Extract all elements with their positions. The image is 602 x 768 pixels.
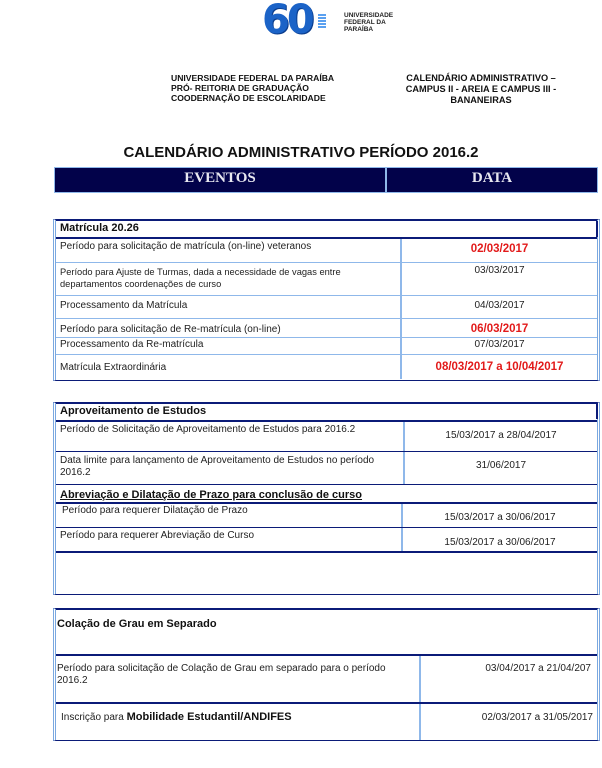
border-line — [56, 219, 597, 221]
row-divider — [56, 451, 597, 452]
event-date: 02/03/2017 a 31/05/2017 — [481, 712, 593, 723]
row-divider — [56, 354, 597, 355]
logo-university-name: UNIVERSIDADE FEDERAL DA PARAÍBA — [344, 12, 394, 33]
calendar-line: CAMPUS II - AREIA E CAMPUS III - — [405, 84, 557, 94]
border-line — [596, 221, 598, 237]
row-divider — [56, 262, 597, 263]
row-divider — [56, 484, 597, 485]
event-label: Período para requerer Dilatação de Prazo — [62, 505, 248, 516]
event-label: Período para solicitação de Colação de Grau em separado para o período 2016.2 — [57, 663, 386, 686]
section-title: Matrícula 20.26 — [60, 222, 139, 234]
event-label: Processamento da Re-matrícula — [60, 339, 204, 350]
institution-line: COODERNAÇÃO DE ESCOLARIDADE — [171, 93, 326, 103]
row-divider — [56, 337, 597, 338]
event-label: Matrícula Extraordinária — [60, 362, 167, 373]
row-divider — [56, 318, 597, 319]
border-line — [596, 403, 598, 419]
row-divider — [56, 295, 597, 296]
event-label: Período de Solicitação de Aproveitamento de Estudos para 2016.2 — [60, 424, 356, 435]
event-date: 31/06/2017 — [475, 460, 527, 471]
event-date: 15/03/2017 a 28/04/2017 — [445, 430, 557, 441]
event-label-emphasis: Mobilidade Estudantil/ANDIFES — [126, 711, 292, 723]
event-date: 15/03/2017 a 30/06/2017 — [444, 537, 556, 548]
event-date: 15/03/2017 a 30/06/2017 — [444, 512, 556, 523]
event-label: Data limite para lançamento de Aproveitamento de Estudos no período 2016.2 — [60, 455, 375, 478]
event-label: Período para Ajuste de Turmas, dada a necessidade de vagas entre departamentos coordenações de curso — [60, 267, 341, 289]
logo-sixty: 60 — [262, 0, 312, 43]
calendar-line: CALENDÁRIO ADMINISTRATIVO – — [406, 73, 556, 83]
row-divider — [56, 551, 597, 553]
event-date: 04/03/2017 — [474, 300, 525, 311]
event-label: Processamento da Matrícula — [60, 300, 188, 311]
calendar-header — [376, 73, 586, 106]
event-date: 03/04/2017 a 21/04/207 — [485, 663, 591, 674]
event-date: 02/03/2017 — [470, 243, 529, 255]
border-line — [56, 502, 597, 504]
event-date: 03/03/2017 — [474, 265, 525, 276]
event-date: 07/03/2017 — [474, 339, 525, 350]
institution-line: PRÓ- REITORIA DE GRADUAÇÃO — [171, 83, 309, 93]
row-divider — [56, 527, 597, 528]
section-title: Colação de Grau em Separado — [57, 618, 217, 630]
event-label: Período para solicitação de matrícula (on-line) veteranos — [60, 241, 312, 252]
event-label: Período para solicitação de Re-matrícula (on-line) — [60, 324, 281, 335]
institution-line: UNIVERSIDADE FEDERAL DA PARAÍBA — [171, 73, 335, 83]
column-header-events: EVENTOS — [184, 170, 256, 186]
column-header-date: DATA — [471, 170, 513, 186]
border-line — [56, 402, 597, 404]
border-line — [56, 237, 597, 239]
calendar-line: BANANEIRAS — [450, 95, 512, 105]
logo-stripe-icon — [318, 14, 326, 28]
event-date: 06/03/2017 — [470, 323, 529, 335]
section-title: Aproveitamento de Estudos — [60, 405, 207, 417]
event-label-prefix: Inscrição para — [61, 712, 127, 723]
event-label — [61, 711, 416, 724]
row-divider — [56, 702, 597, 704]
section-title: Abreviação e Dilatação de Prazo para conclusão de curso — [60, 489, 363, 501]
event-label: Período para requerer Abreviação de Curso — [60, 530, 255, 541]
page-title: CALENDÁRIO ADMINISTRATIVO PERÍODO 2016.2 — [123, 144, 479, 161]
institution-header — [171, 73, 334, 103]
border-line — [56, 654, 597, 656]
column-header-bar — [54, 167, 598, 193]
event-date: 08/03/2017 a 10/04/2017 — [435, 361, 564, 373]
border-line — [56, 608, 597, 610]
border-line — [56, 420, 597, 422]
